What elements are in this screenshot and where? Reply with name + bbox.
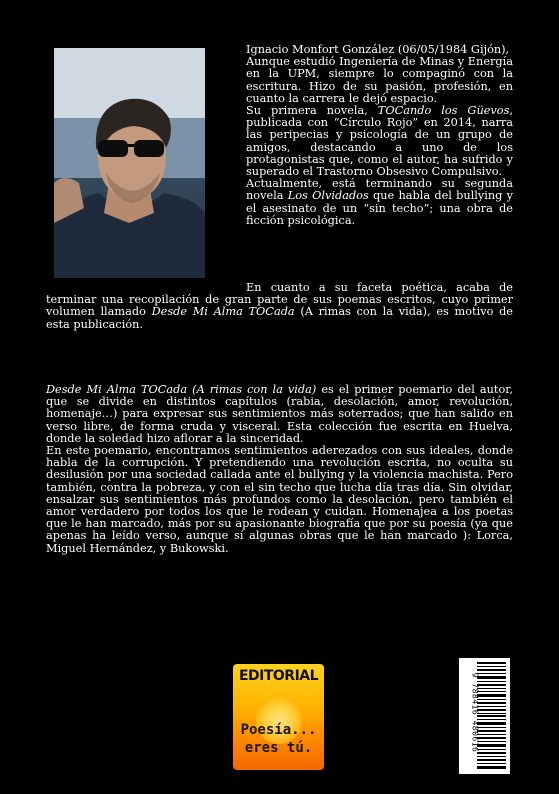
barcode-digits: 9 788416 480616 bbox=[470, 672, 480, 753]
bio-poetry bbox=[46, 282, 513, 331]
desc-book-title: Desde Mi Alma TOCada (A rimas con la vida) bbox=[46, 383, 317, 396]
publisher-logo-line2: eres tú. bbox=[244, 740, 313, 756]
publisher-logo bbox=[233, 664, 324, 770]
desc-intro bbox=[46, 384, 513, 445]
desc-body: En este poemario, encontramos sentimientos aderezados con sus ideales, donde habla de la corrupción. Y pretendiendo una revolución escrita, no oculta su desilusión por una sociedad callada ante el bullying y la violencia machista. Pero también, contra la pobreza, y con el sin techo que lucha día tras día. Sin olvidar, ensalzar sus sentimientos más profundos como la desolación, pero también el amor verdadero por todos los que le rodean y cuidan. Homenajea a los poetas que le han marcado, más por su apasionante biografía que por su poesía (ya que apenas ha leído verso, aunque sí algunas obras que le han marcado ): Lorca, Miguel Hernández, y Bukowski. bbox=[46, 444, 513, 555]
bio-second-novel-pre: Actualmente, está terminando su segunda novela bbox=[246, 177, 513, 203]
bio-first-novel bbox=[246, 105, 513, 178]
desc-intro-rest: es el primer poemario del autor, que se divide en distintos capítulos (rabia, desolación, amor, revolución, homenaje…) para expresar sus sentimientos más soterrados; que han salido en verso libre, de forma cruda y visceral. Esta colección fue escrita en Huelva, donde la soledad hizo aflorar a la sinceridad. bbox=[46, 383, 513, 445]
bio-second-novel-title: Los Olvidados bbox=[287, 189, 369, 203]
bio-first-novel-post: , publicada con “Círculo Rojo” en 2014, narra las peripecias y psicología de un grupo de amigos, destacando a uno de los protagonistas que, como el autor, ha sufrido y superado el Trastorno Obsesivo Compulsivo. bbox=[246, 104, 513, 179]
bio-poetry-title: Desde Mi Alma TOCada bbox=[151, 305, 295, 319]
book-description bbox=[46, 384, 513, 555]
author-portrait-image bbox=[54, 48, 205, 278]
author-photo bbox=[54, 48, 205, 278]
bio-second-novel-post: que habla del bullying y el asesinato de un “sin techo”; una obra de ficción psicológica. bbox=[246, 189, 513, 227]
bio-first-novel-pre: Su primera novela, bbox=[246, 104, 378, 118]
author-biography bbox=[246, 44, 513, 227]
barcode-icon bbox=[459, 658, 510, 774]
bio-studies: Aunque estudió Ingeniería de Minas y Energía en la UPM, siempre lo compaginó con la escritura. Hizo de su pasión, profesión, en cuanto la carrera le dejó espacio. bbox=[246, 55, 513, 105]
bio-poetry-b: (A rimas con la vida), es motivo de esta publicación. bbox=[46, 305, 513, 331]
bio-first-novel-title: TOCando los Güevos bbox=[377, 104, 510, 118]
bio-second-novel bbox=[246, 178, 513, 227]
author-poetry-paragraph bbox=[46, 281, 513, 331]
isbn-barcode bbox=[459, 658, 510, 774]
bio-poetry-a: En cuanto a su faceta poética, acaba de terminar una recopilación de gran parte de sus poemas escritos, cuyo primer volumen llamado bbox=[46, 281, 513, 319]
publisher-logo-top: EDITORIAL bbox=[238, 668, 319, 684]
publisher-logo-line1: Poesía... bbox=[240, 722, 317, 738]
bio-name-line: Ignacio Monfort González (06/05/1984 Gijón), bbox=[246, 43, 510, 56]
